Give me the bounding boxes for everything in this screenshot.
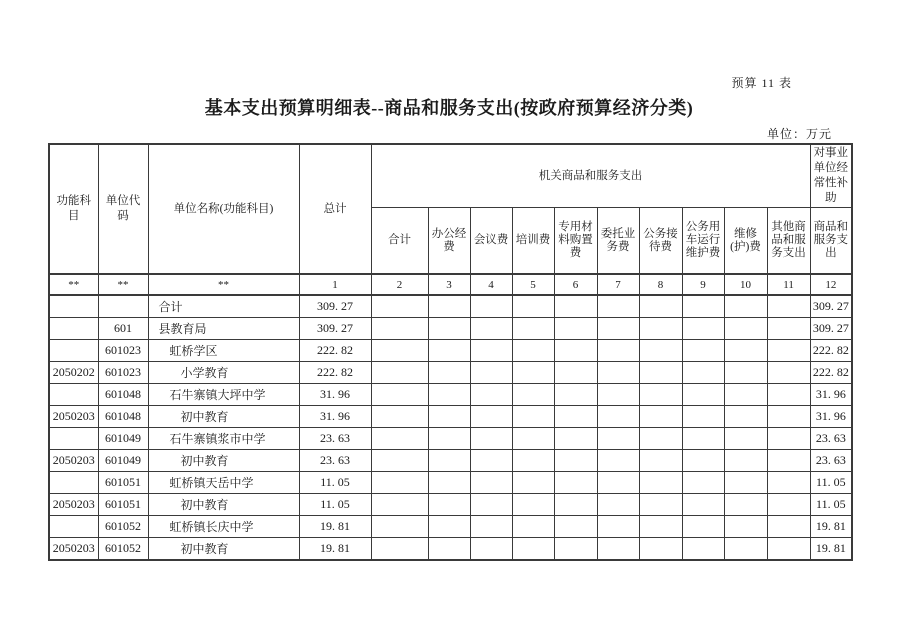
func-subject-cell: [49, 516, 98, 538]
empty-value-cell: [724, 472, 767, 494]
empty-value-cell: [639, 295, 682, 318]
budget-table: [48, 143, 853, 561]
col-number: **: [98, 274, 148, 295]
col-header-official-reception: 公务接待费: [639, 208, 682, 275]
empty-value-cell: [470, 318, 512, 340]
subsidy-value-cell: 31. 96: [810, 384, 852, 406]
func-subject-cell: [49, 384, 98, 406]
empty-value-cell: [428, 450, 470, 472]
subsidy-value-cell: 23. 63: [810, 450, 852, 472]
subsidy-value-cell: 309. 27: [810, 295, 852, 318]
empty-value-cell: [682, 494, 724, 516]
empty-value-cell: [767, 450, 810, 472]
unit-name-cell: 石牛寨镇浆市中学: [148, 428, 299, 450]
col-number: 3: [428, 274, 470, 295]
empty-value-cell: [724, 538, 767, 561]
col-number: **: [49, 274, 98, 295]
empty-value-cell: [371, 406, 428, 428]
empty-value-cell: [767, 340, 810, 362]
col-header-func-subject: 功能科目: [49, 144, 98, 274]
table-reference-label: 预算 11 表: [731, 76, 792, 90]
empty-value-cell: [554, 516, 597, 538]
subsidy-value-cell: 222. 82: [810, 362, 852, 384]
table-row: [49, 450, 852, 472]
empty-value-cell: [682, 450, 724, 472]
empty-value-cell: [554, 340, 597, 362]
empty-value-cell: [470, 340, 512, 362]
empty-value-cell: [639, 384, 682, 406]
empty-value-cell: [512, 340, 554, 362]
empty-value-cell: [597, 340, 639, 362]
empty-value-cell: [512, 295, 554, 318]
grand-total-cell: 23. 63: [299, 428, 371, 450]
subsidy-value-cell: 11. 05: [810, 472, 852, 494]
table-row: [49, 494, 852, 516]
empty-value-cell: [371, 384, 428, 406]
empty-value-cell: [428, 362, 470, 384]
empty-value-cell: [597, 472, 639, 494]
empty-value-cell: [597, 406, 639, 428]
empty-value-cell: [724, 406, 767, 428]
empty-value-cell: [597, 538, 639, 561]
empty-value-cell: [597, 295, 639, 318]
table-row: [49, 340, 852, 362]
unit-name-cell: 虹桥镇长庆中学: [148, 516, 299, 538]
grand-total-cell: 222. 82: [299, 340, 371, 362]
empty-value-cell: [470, 494, 512, 516]
empty-value-cell: [639, 472, 682, 494]
empty-value-cell: [470, 384, 512, 406]
empty-value-cell: [512, 472, 554, 494]
empty-value-cell: [470, 362, 512, 384]
empty-value-cell: [470, 472, 512, 494]
grand-total-cell: 23. 63: [299, 450, 371, 472]
unit-code-cell: 601052: [98, 516, 148, 538]
empty-value-cell: [767, 318, 810, 340]
empty-value-cell: [428, 494, 470, 516]
col-header-unit-name: 单位名称(功能科目): [148, 144, 299, 274]
table-row: [49, 538, 852, 561]
empty-value-cell: [724, 428, 767, 450]
subsidy-value-cell: 309. 27: [810, 318, 852, 340]
table-row: [49, 362, 852, 384]
unit-code-cell: [98, 295, 148, 318]
col-header-entrusted-business: 委托业务费: [597, 208, 639, 275]
unit-code-cell: 601023: [98, 362, 148, 384]
col-header-subsidy-goods-services: 商品和服务支出: [810, 208, 852, 275]
empty-value-cell: [428, 538, 470, 561]
table-row: [49, 295, 852, 318]
empty-value-cell: [470, 295, 512, 318]
unit-name-cell: 虹桥学区: [148, 340, 299, 362]
table-row: [49, 428, 852, 450]
empty-value-cell: [639, 450, 682, 472]
empty-value-cell: [639, 494, 682, 516]
empty-value-cell: [371, 340, 428, 362]
empty-value-cell: [512, 538, 554, 561]
empty-value-cell: [554, 494, 597, 516]
empty-value-cell: [682, 472, 724, 494]
empty-value-cell: [470, 428, 512, 450]
col-header-office-expense: 办公经费: [428, 208, 470, 275]
unit-code-cell: 601: [98, 318, 148, 340]
empty-value-cell: [639, 538, 682, 561]
unit-code-cell: 601051: [98, 494, 148, 516]
table-header: [49, 144, 852, 295]
empty-value-cell: [512, 362, 554, 384]
empty-value-cell: [639, 362, 682, 384]
empty-value-cell: [428, 295, 470, 318]
col-number: 12: [810, 274, 852, 295]
grand-total-cell: 31. 96: [299, 384, 371, 406]
subsidy-value-cell: 19. 81: [810, 516, 852, 538]
unit-name-cell: 石牛寨镇大坪中学: [148, 384, 299, 406]
empty-value-cell: [554, 472, 597, 494]
empty-value-cell: [371, 516, 428, 538]
empty-value-cell: [554, 295, 597, 318]
empty-value-cell: [767, 362, 810, 384]
col-number: 5: [512, 274, 554, 295]
func-subject-cell: 2050203: [49, 538, 98, 561]
unit-code-cell: 601023: [98, 340, 148, 362]
empty-value-cell: [554, 362, 597, 384]
col-header-other-goods-services: 其他商品和服务支出: [767, 208, 810, 275]
page-title: 基本支出预算明细表--商品和服务支出(按政府预算经济分类): [204, 98, 694, 118]
empty-value-cell: [428, 318, 470, 340]
empty-value-cell: [767, 516, 810, 538]
empty-value-cell: [724, 318, 767, 340]
empty-value-cell: [724, 384, 767, 406]
empty-value-cell: [597, 516, 639, 538]
empty-value-cell: [682, 318, 724, 340]
grand-total-cell: 11. 05: [299, 494, 371, 516]
unit-code-cell: 601048: [98, 384, 148, 406]
unit-code-cell: 601052: [98, 538, 148, 561]
empty-value-cell: [554, 428, 597, 450]
unit-code-cell: 601049: [98, 428, 148, 450]
func-subject-cell: [49, 428, 98, 450]
col-number: 2: [371, 274, 428, 295]
empty-value-cell: [512, 384, 554, 406]
empty-value-cell: [682, 538, 724, 561]
unit-name-cell: 初中教育: [148, 450, 299, 472]
empty-value-cell: [639, 516, 682, 538]
empty-value-cell: [682, 340, 724, 362]
unit-name-cell: 合计: [148, 295, 299, 318]
func-subject-cell: 2050203: [49, 406, 98, 428]
grand-total-cell: 11. 05: [299, 472, 371, 494]
empty-value-cell: [639, 406, 682, 428]
column-number-row: [49, 274, 852, 295]
col-header-meeting-fee: 会议费: [470, 208, 512, 275]
func-subject-cell: 2050203: [49, 450, 98, 472]
empty-value-cell: [724, 450, 767, 472]
empty-value-cell: [470, 538, 512, 561]
table-row: [49, 472, 852, 494]
unit-code-cell: 601049: [98, 450, 148, 472]
empty-value-cell: [767, 472, 810, 494]
func-subject-cell: 2050202: [49, 362, 98, 384]
func-subject-cell: [49, 472, 98, 494]
empty-value-cell: [597, 428, 639, 450]
func-subject-cell: [49, 318, 98, 340]
grand-total-cell: 31. 96: [299, 406, 371, 428]
unit-name-cell: 县教育局: [148, 318, 299, 340]
col-header-repair-fee: 维修(护)费: [724, 208, 767, 275]
col-number: 8: [639, 274, 682, 295]
empty-value-cell: [597, 450, 639, 472]
empty-value-cell: [371, 450, 428, 472]
col-number: 1: [299, 274, 371, 295]
empty-value-cell: [682, 384, 724, 406]
col-number: **: [148, 274, 299, 295]
empty-value-cell: [428, 340, 470, 362]
unit-code-cell: 601051: [98, 472, 148, 494]
empty-value-cell: [371, 472, 428, 494]
func-subject-cell: 2050203: [49, 494, 98, 516]
empty-value-cell: [371, 362, 428, 384]
empty-value-cell: [512, 318, 554, 340]
empty-value-cell: [428, 428, 470, 450]
col-group-goods-services: 机关商品和服务支出: [371, 144, 810, 208]
empty-value-cell: [512, 516, 554, 538]
col-header-subtotal: 合计: [371, 208, 428, 275]
empty-value-cell: [428, 472, 470, 494]
col-number: 10: [724, 274, 767, 295]
empty-value-cell: [512, 494, 554, 516]
empty-value-cell: [767, 295, 810, 318]
empty-value-cell: [597, 494, 639, 516]
subsidy-value-cell: 23. 63: [810, 428, 852, 450]
grand-total-cell: 309. 27: [299, 318, 371, 340]
subsidy-value-cell: 11. 05: [810, 494, 852, 516]
col-number: 11: [767, 274, 810, 295]
empty-value-cell: [597, 384, 639, 406]
empty-value-cell: [682, 362, 724, 384]
empty-value-cell: [470, 406, 512, 428]
empty-value-cell: [724, 340, 767, 362]
func-subject-cell: [49, 340, 98, 362]
col-header-unit-code: 单位代码: [98, 144, 148, 274]
empty-value-cell: [682, 428, 724, 450]
empty-value-cell: [682, 295, 724, 318]
func-subject-cell: [49, 295, 98, 318]
col-number: 4: [470, 274, 512, 295]
empty-value-cell: [554, 406, 597, 428]
grand-total-cell: 19. 81: [299, 538, 371, 561]
col-number: 7: [597, 274, 639, 295]
empty-value-cell: [371, 295, 428, 318]
empty-value-cell: [512, 450, 554, 472]
unit-name-cell: 小学教育: [148, 362, 299, 384]
col-group-subsidy: 对事业单位经常性补助: [810, 144, 852, 208]
empty-value-cell: [371, 428, 428, 450]
unit-name-cell: 初中教育: [148, 494, 299, 516]
unit-code-cell: 601048: [98, 406, 148, 428]
col-number: 9: [682, 274, 724, 295]
empty-value-cell: [428, 406, 470, 428]
empty-value-cell: [554, 538, 597, 561]
empty-value-cell: [724, 295, 767, 318]
table-row: [49, 406, 852, 428]
grand-total-cell: 222. 82: [299, 362, 371, 384]
unit-note: 单位：万元: [766, 127, 832, 141]
table-row: [49, 318, 852, 340]
subsidy-value-cell: 19. 81: [810, 538, 852, 561]
empty-value-cell: [554, 450, 597, 472]
empty-value-cell: [554, 384, 597, 406]
col-number: 6: [554, 274, 597, 295]
empty-value-cell: [428, 516, 470, 538]
empty-value-cell: [554, 318, 597, 340]
subsidy-value-cell: 222. 82: [810, 340, 852, 362]
empty-value-cell: [724, 494, 767, 516]
empty-value-cell: [371, 494, 428, 516]
empty-value-cell: [724, 362, 767, 384]
grand-total-cell: 19. 81: [299, 516, 371, 538]
empty-value-cell: [639, 428, 682, 450]
empty-value-cell: [767, 428, 810, 450]
empty-value-cell: [512, 406, 554, 428]
empty-value-cell: [682, 406, 724, 428]
empty-value-cell: [639, 318, 682, 340]
empty-value-cell: [512, 428, 554, 450]
empty-value-cell: [639, 340, 682, 362]
unit-name-cell: 虹桥镇天岳中学: [148, 472, 299, 494]
col-header-training-fee: 培训费: [512, 208, 554, 275]
empty-value-cell: [371, 318, 428, 340]
table-row: [49, 516, 852, 538]
empty-value-cell: [371, 538, 428, 561]
unit-name-cell: 初中教育: [148, 406, 299, 428]
empty-value-cell: [428, 384, 470, 406]
table-row: [49, 384, 852, 406]
col-header-special-materials: 专用材料购置费: [554, 208, 597, 275]
table-body: [49, 295, 852, 560]
empty-value-cell: [470, 516, 512, 538]
empty-value-cell: [724, 516, 767, 538]
empty-value-cell: [470, 450, 512, 472]
subsidy-value-cell: 31. 96: [810, 406, 852, 428]
empty-value-cell: [767, 406, 810, 428]
empty-value-cell: [767, 494, 810, 516]
empty-value-cell: [682, 516, 724, 538]
empty-value-cell: [767, 384, 810, 406]
empty-value-cell: [767, 538, 810, 561]
header-group-row: [49, 144, 852, 208]
empty-value-cell: [597, 318, 639, 340]
col-header-grand-total: 总计: [299, 144, 371, 274]
grand-total-cell: 309. 27: [299, 295, 371, 318]
col-header-vehicle-maintenance: 公务用车运行维护费: [682, 208, 724, 275]
empty-value-cell: [597, 362, 639, 384]
unit-name-cell: 初中教育: [148, 538, 299, 561]
